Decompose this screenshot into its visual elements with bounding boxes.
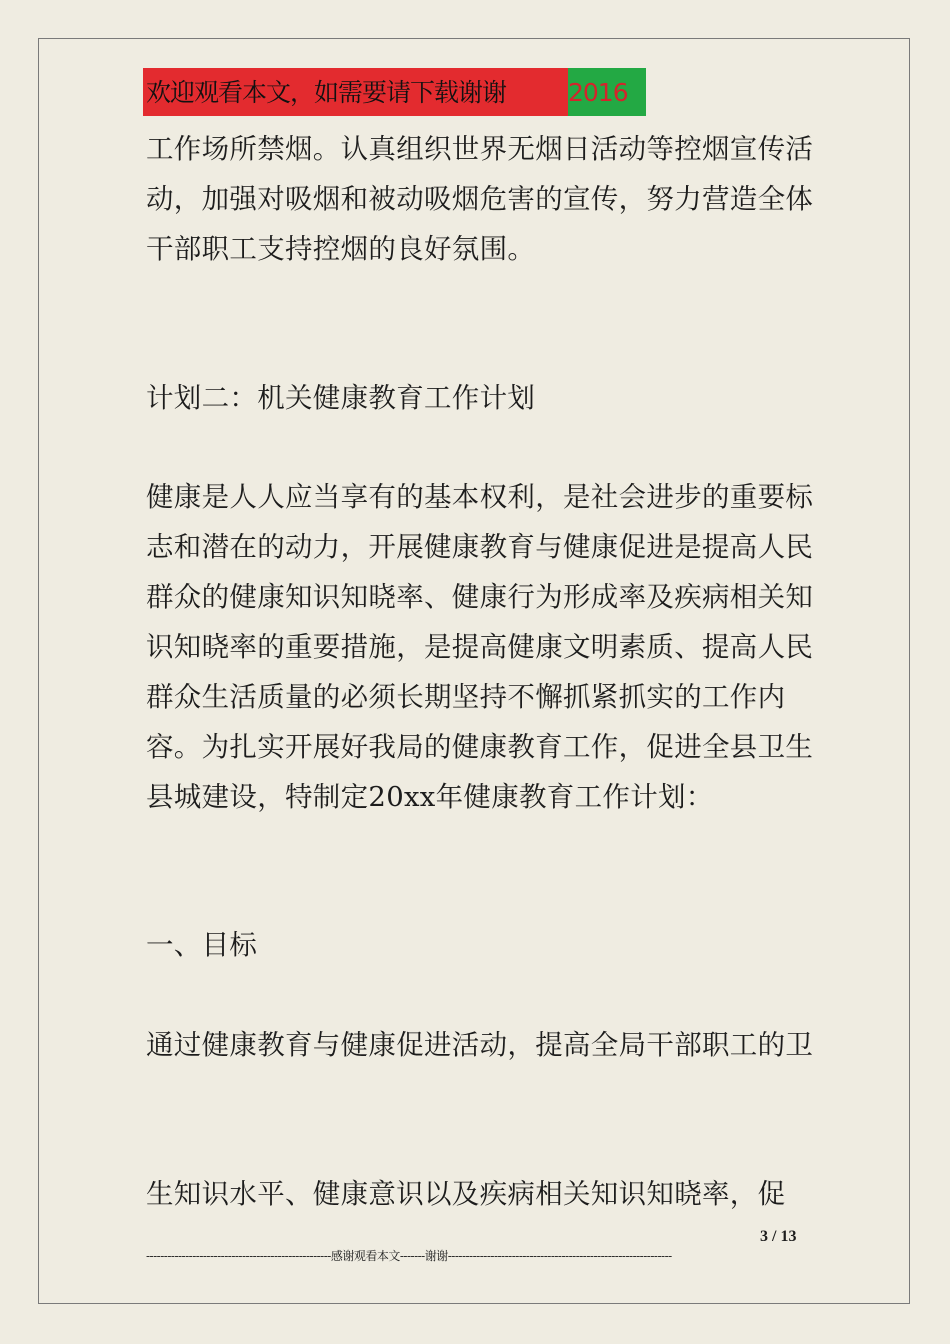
download-banner — [143, 68, 646, 116]
banner-year: 2016 — [568, 68, 646, 116]
section-heading-plan-two: 计划二：机关健康教育工作计划 — [146, 382, 536, 414]
page-number: 3 / 13 — [760, 1228, 797, 1245]
section-heading-goal: 一、目标 — [146, 929, 258, 961]
banner-message: 欢迎观看本文，如需要请下载谢谢 — [143, 68, 568, 116]
paragraph-goal-part-one: 通过健康教育与健康促进活动，提高全局干部职工的卫 — [146, 1029, 814, 1061]
paragraph-health-intro: 健康是人人应当享有的基本权利，是社会进步的重要标志和潜在的动力，开展健康教育与健康促进是提高人民群众的健康知识知晓率、健康行为形成率及疾病相关知识知晓率的重要措施，是提高健康文明素质、提高人民群众生活质量的必须长期坚持不懈抓紧抓实的工作内容。为扎实开展好我局的健康教育工作，促进全县卫生县城建设，特制定20xx年健康教育工作计划： — [146, 481, 814, 813]
footer-thanks: ----------------------------------------------------感谢观看本文-------谢谢--------------------------------------------------------------- — [146, 1249, 672, 1263]
paragraph-smoking-control: 工作场所禁烟。认真组织世界无烟日活动等控烟宣传活动，加强对吸烟和被动吸烟危害的宣传，努力营造全体干部职工支持控烟的良好氛围。 — [146, 133, 814, 265]
paragraph-goal-part-two: 生知识水平、健康意识以及疾病相关知识知晓率，促 — [146, 1178, 786, 1210]
